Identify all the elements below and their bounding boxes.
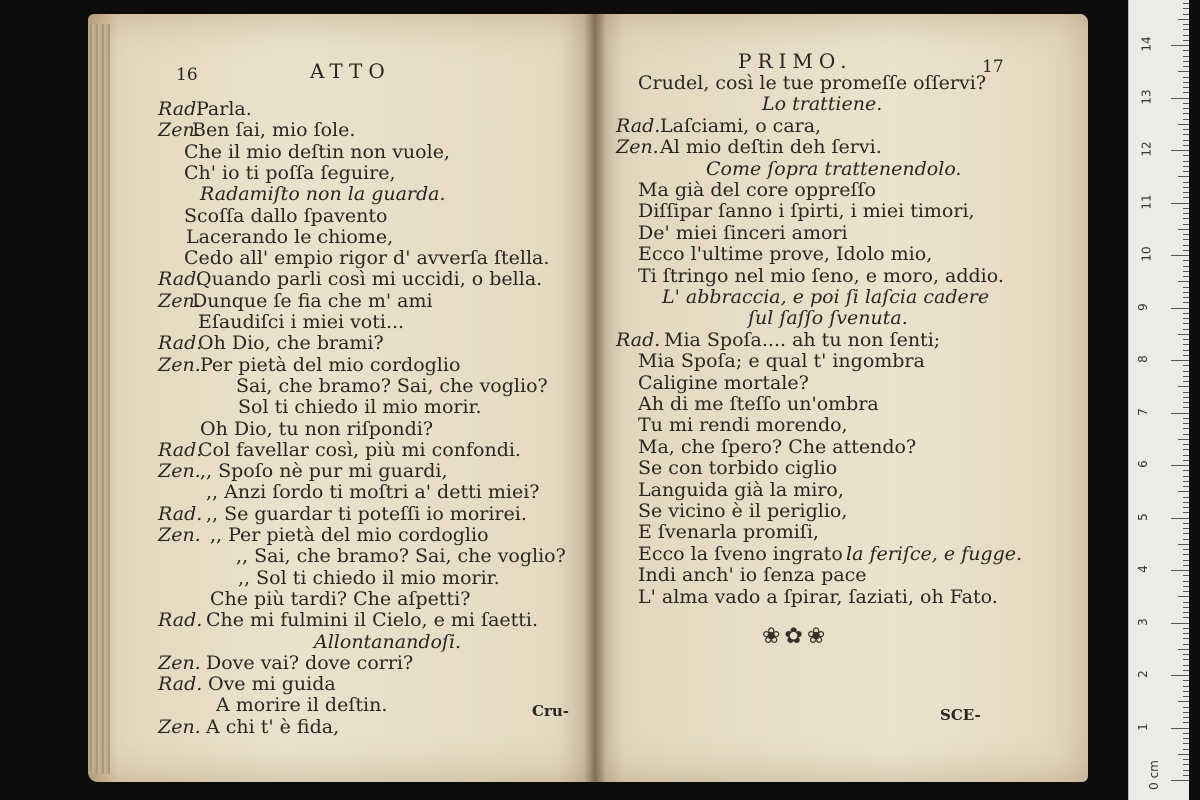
ruler-tick [1183,423,1189,424]
left-verse-line: Che mi fulmini il Cielo, e mi ſaetti. [206,609,539,632]
ruler-tick [1171,413,1189,414]
ruler-tick [1183,733,1189,734]
left-verse-line: Dunque ſe fia che m' ami [192,289,433,312]
ruler-number: 13 [1139,88,1154,105]
ruler-tick [1171,728,1189,729]
ruler-tick [1183,224,1189,225]
left-verse-line: Sol ti chiedo il mio morir. [238,396,482,419]
ruler-number: 6 [1135,460,1150,468]
left-verse-line: Col favellar così, più mi confondi. [198,438,521,461]
ruler-tick [1183,355,1189,356]
left-verse-line: Che il mio deſtin non vuole, [184,140,450,163]
ruler-tick [1183,87,1189,88]
left-speaker: Zen. [158,715,201,738]
ruler-tick [1183,644,1189,645]
left-verse-line: ,, Sol ti chiedo il mio morir. [238,566,500,589]
left-speaker: Rad. [158,673,203,696]
ruler-tick [1183,770,1189,771]
ruler-number: 4 [1135,565,1150,573]
running-head-right: PRIMO. [738,49,853,73]
ruler-tick [1178,596,1189,597]
ruler-tick [1183,239,1189,240]
ruler-tick [1178,19,1189,20]
left-speaker: Zen. [158,353,201,376]
ruler-tick [1183,512,1189,513]
ruler-tick [1183,371,1189,372]
ruler-tick [1183,213,1189,214]
left-verse-line: A chi t' è fida, [206,715,340,738]
ruler-tick [1183,24,1189,25]
ruler-tick [1183,61,1189,62]
ruler-tick [1183,696,1189,697]
ruler-tick [1183,365,1189,366]
ruler-tick [1183,764,1189,765]
left-verse-line: Ben ſai, mio ſole. [192,119,356,142]
ruler-number: 9 [1135,302,1150,311]
ruler-tick [1171,360,1189,361]
left-speaker: Zen. [158,651,201,674]
ruler-number: 3 [1135,617,1150,626]
left-verse-line: Eſaudiſci i miei voti... [198,311,405,333]
ruler-tick [1183,497,1189,498]
left-verse-line: Cedo all' empio rigor d' avverſa ſtella. [184,247,550,270]
ruler-tick [1183,119,1189,120]
ruler-tick [1171,518,1189,519]
ruler-tick [1183,586,1189,587]
ruler-tick [1183,507,1189,508]
ruler-tick [1183,134,1189,135]
right-stage-direction: Come ſopra trattenendolo. [706,157,962,180]
right-verse-line: E ſvenarla promiſi, [638,521,819,544]
right-speaker: Rad. [616,114,661,137]
ruler-tick [1183,449,1189,450]
left-verse-line: Scoſſa dallo ſpavento [184,204,388,227]
ruler-tick [1183,260,1189,261]
left-verse-line: Sai, che bramo? Sai, che voglio? [236,374,548,397]
ruler-tick [1183,8,1189,9]
left-verse-line: Lacerando le chiome, [186,225,394,248]
ruler-tick [1183,444,1189,445]
ruler-tick [1183,738,1189,739]
ruler-tick [1178,386,1189,387]
ruler-tick [1183,775,1189,776]
ruler-tick [1183,602,1189,603]
ruler-tick [1183,82,1189,83]
ruler-tick [1183,533,1189,534]
right-verse-line: De' miei ſinceri amori [638,221,848,244]
page-edges [88,24,110,774]
right-verse-line: Mia Spoſa.... ah tu non ſenti; [664,328,941,351]
ruler-number: 11 [1139,193,1154,210]
ruler-tick [1183,392,1189,393]
right-verse-line: L' alma vado a ſpirar, ſaziati, oh Fato. [638,585,998,608]
printers-ornament: ❀✿❀ [762,624,830,649]
ruler-number: 12 [1139,141,1154,157]
ruler-tick [1183,707,1189,708]
ruler-tick [1183,266,1189,267]
left-verse-line: Oh Dio, tu non riſpondi? [200,417,434,440]
ruler-tick [1171,675,1189,676]
open-book [88,14,1088,782]
ruler-tick [1183,29,1189,30]
ruler-tick [1183,402,1189,403]
right-verse-line: Ti ſtringo nel mio ſeno, e moro, addio. [638,264,1004,287]
ruler-tick [1183,549,1189,550]
ruler-tick [1183,329,1189,330]
right-stage-direction: ſul ſaſſo ſvenuta. [748,307,908,330]
running-head-left: ATTO [310,59,391,83]
left-speaker: Rad. [158,332,203,355]
ruler-tick [1183,350,1189,351]
ruler-tick [1183,77,1189,78]
left-page [88,14,594,782]
left-verse-line: Che più tardi? Che aſpetti? [210,587,471,610]
ruler-tick [1183,50,1189,51]
ruler-number: 5 [1135,512,1150,521]
ruler-tick [1171,780,1189,781]
ruler-tick [1183,145,1189,146]
ruler-tick [1183,339,1189,340]
left-speaker: Zen. [158,460,201,483]
ruler-tick [1183,397,1189,398]
ruler-tick [1171,255,1189,256]
ruler-tick [1178,491,1189,492]
ruler-tick [1183,428,1189,429]
ruler-tick [1183,743,1189,744]
ruler-tick [1183,749,1189,750]
ruler-tick [1178,334,1189,335]
ruler-tick [1178,544,1189,545]
ruler-number: 7 [1135,407,1150,416]
ruler-tick [1183,197,1189,198]
ruler-tick [1183,581,1189,582]
left-speaker: Rad. [158,438,203,461]
ruler-tick [1183,292,1189,293]
left-verse-line: Parla. [196,98,252,120]
right-verse-line: Languida già la miro, [638,478,844,501]
right-page [594,14,1088,782]
ruler-tick [1183,56,1189,57]
left-verse-line: ,, Anzi ſordo ti moſtri a' detti miei? [206,481,540,504]
ruler-tick [1183,638,1189,639]
right-verse-line: Crudel, così le tue promeſſe oſſervi? [638,72,987,94]
ruler-tick [1178,439,1189,440]
ruler-tick [1183,528,1189,529]
ruler-tick [1178,71,1189,72]
ruler-tick [1183,381,1189,382]
ruler-tick [1178,281,1189,282]
ruler-tick [1183,234,1189,235]
ruler-tick [1183,161,1189,162]
right-speaker: Zen. [616,136,659,159]
ruler-tick [1183,171,1189,172]
right-verse-line: Ecco l'ultime prove, Idolo mio, [638,243,933,266]
ruler-tick [1183,313,1189,314]
ruler-tick [1183,276,1189,277]
measuring-ruler [1128,0,1189,800]
catchword-left: Cru- [532,702,569,720]
ruler-tick [1183,481,1189,482]
left-stage-direction: Radamiſto non la guarda. [200,183,446,206]
ruler-tick [1183,418,1189,419]
ruler-tick [1183,376,1189,377]
ruler-tick [1183,287,1189,288]
right-verse-line: Al mio deſtin deh ſervi. [660,136,882,159]
ruler-tick [1183,670,1189,671]
ruler-tick [1183,297,1189,298]
ruler-tick [1183,628,1189,629]
left-speaker: Zen. [158,289,201,312]
left-speaker: Zen. [158,119,201,142]
left-verse-line: Quando parli così mi uccidi, o bella. [196,268,543,291]
ruler-number: 14 [1139,36,1154,52]
ruler-tick [1183,66,1189,67]
ruler-tick [1183,407,1189,408]
left-speaker: Rad. [158,268,203,291]
ruler-tick [1183,344,1189,345]
ruler-tick [1171,203,1189,204]
ruler-tick [1183,575,1189,576]
right-verse-line: Mia Spoſa; e qual t' ingombra [638,350,925,373]
ruler-tick [1183,35,1189,36]
ruler-number: 2 [1135,670,1150,678]
ruler-tick [1183,103,1189,104]
book-gutter [584,14,606,782]
ruler-tick [1183,565,1189,566]
right-verse-line: Ma già del core oppreſſo [638,179,876,201]
ruler-number: 8 [1135,355,1150,363]
ruler-tick [1171,465,1189,466]
ruler-tick [1183,612,1189,613]
right-verse-line: Diſſipar ſanno i ſpirti, i miei timori, [638,200,975,223]
right-verse-line: Se con torbido ciglio [638,457,838,480]
catchword-right: SCE- [940,706,981,724]
left-verse-line: ,, Sai, che bramo? Sai, che voglio? [236,545,566,568]
ruler-tick [1183,659,1189,660]
ruler-tick [1183,554,1189,555]
left-verse-line: A morire il deſtin. [216,694,388,717]
ruler-tick [1183,455,1189,456]
page-number-left: 16 [176,65,198,85]
ruler-tick [1183,680,1189,681]
right-verse-line: Ma, che ſpero? Che attendo? [638,435,917,458]
ruler-tick [1183,633,1189,634]
ruler-tick [1183,182,1189,183]
ruler-tick [1183,502,1189,503]
ruler-tick [1183,470,1189,471]
ruler-tick [1183,486,1189,487]
ruler-tick [1183,323,1189,324]
ruler-tick [1183,155,1189,156]
ruler-tick [1183,245,1189,246]
left-speaker: Rad. [158,502,203,525]
ruler-tick [1171,45,1189,46]
ruler-tick [1183,460,1189,461]
ruler-tick [1183,591,1189,592]
ruler-tick [1183,302,1189,303]
ruler-tick [1178,754,1189,755]
ruler-tick [1178,649,1189,650]
ruler-tick [1183,722,1189,723]
ruler-tick [1171,308,1189,309]
ruler-tick [1183,759,1189,760]
ruler-tick [1178,229,1189,230]
left-verse-line: Ove mi guida [208,673,336,696]
ruler-tick [1183,539,1189,540]
left-verse-line: ,, Se guardar ti poteſſi io morirei. [206,502,527,525]
right-verse-line: Indi anch' io ſenza pace [638,564,867,587]
ruler-tick [1183,617,1189,618]
left-stage-direction: Allontanandoſi. [314,630,462,653]
right-verse-line: Se vicino è il periglio, [638,500,848,522]
ruler-tick [1171,98,1189,99]
ruler-tick [1183,523,1189,524]
ruler-tick [1183,113,1189,114]
ruler-tick [1183,318,1189,319]
ruler-tick [1183,92,1189,93]
left-verse-line: ,, Spoſo nè pur mi guardi, [200,460,448,483]
left-verse-line: Dove vai? dove corri? [206,651,414,674]
ruler-tick [1178,701,1189,702]
left-speaker: Rad. [158,609,203,632]
right-verse-line: Ecco la ſveno ingrato [638,542,843,565]
ruler-tick [1183,3,1189,4]
ruler-tick [1171,623,1189,624]
ruler-number: 10 [1139,246,1154,262]
ruler-tick [1171,150,1189,151]
ruler-tick [1183,476,1189,477]
left-speaker: Zen. [158,524,201,546]
left-verse-line: ,, Per pietà del mio cordoglio [210,524,489,546]
ruler-tick [1183,40,1189,41]
ruler-unit-label: 0 cm [1146,760,1161,790]
left-verse-line: Oh Dio, che brami? [198,332,384,355]
ruler-tick [1183,691,1189,692]
right-verse-line: Laſciami, o cara, [660,114,822,137]
ruler-tick [1183,187,1189,188]
ruler-tick [1183,665,1189,666]
right-verse-line: Tu mi rendi morendo, [638,414,848,437]
ruler-tick [1183,271,1189,272]
ruler-tick [1183,192,1189,193]
right-stage-direction: L' abbraccia, e poi ſi laſcia cadere [662,286,990,308]
ruler-tick [1178,124,1189,125]
ruler-tick [1183,208,1189,209]
page-number-right: 17 [982,57,1004,77]
ruler-tick [1183,654,1189,655]
ruler-tick [1183,607,1189,608]
ruler-tick [1178,176,1189,177]
right-stage-direction: la feriſce, e fugge. [846,542,1023,565]
ruler-tick [1183,560,1189,561]
right-stage-direction: Lo trattiene. [762,93,883,116]
ruler-tick [1183,717,1189,718]
ruler-number: 1 [1135,722,1150,731]
ruler-tick [1183,129,1189,130]
ruler-tick [1183,434,1189,435]
right-verse-line: Caligine mortale? [638,371,809,394]
ruler-tick [1183,14,1189,15]
left-verse-line: Ch' io ti poſſa ſeguire, [184,161,396,184]
ruler-tick [1183,712,1189,713]
ruler-tick [1183,166,1189,167]
right-speaker: Rad. [616,328,661,351]
ruler-tick [1183,686,1189,687]
left-verse-line: Per pietà del mio cordoglio [200,353,461,376]
ruler-tick [1183,140,1189,141]
ruler-tick [1183,250,1189,251]
ruler-tick [1171,570,1189,571]
ruler-tick [1183,108,1189,109]
ruler-tick [1183,218,1189,219]
left-speaker: Rad. [158,98,203,120]
right-verse-line: Ah di me ſteſſo un'ombra [638,393,879,415]
